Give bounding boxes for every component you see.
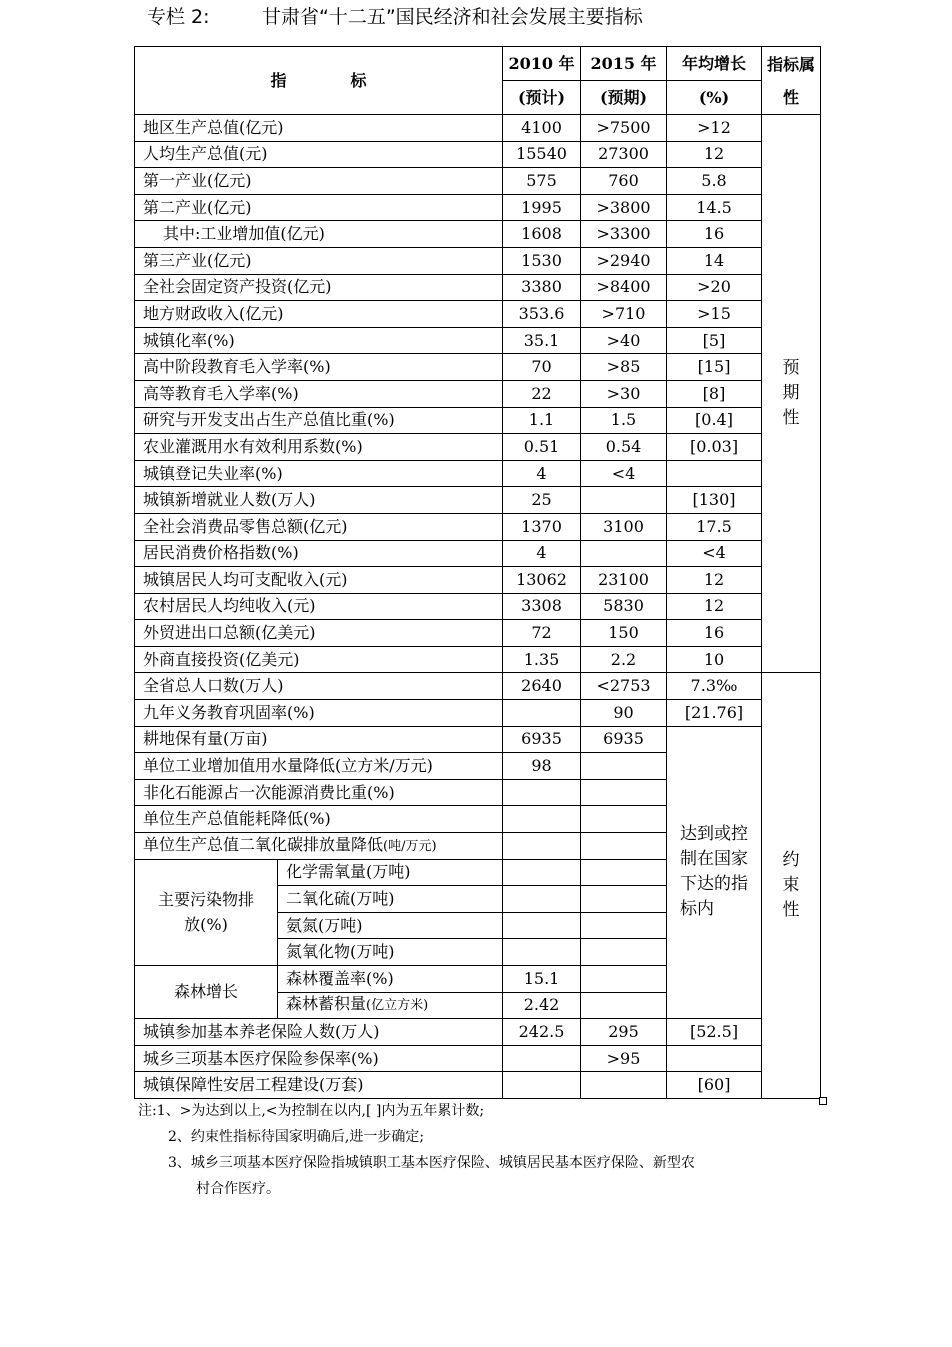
table-row — [135, 460, 821, 487]
table-row — [135, 1045, 821, 1072]
row-name: 城镇保障性安居工程建设(万套) — [135, 1072, 503, 1099]
value-2010 — [503, 859, 581, 886]
value-2010: 15540 — [503, 141, 581, 168]
row-name: 农业灌溉用水有效利用系数(%) — [135, 434, 503, 461]
row-name: 居民消费价格指数(%) — [135, 540, 503, 567]
merged-growth-cell — [667, 726, 762, 1019]
value-2010: 2640 — [503, 673, 581, 700]
header-2015: 2015 年 — [581, 47, 667, 81]
value-2015: >85 — [581, 354, 667, 381]
value-growth: <4 — [667, 540, 762, 567]
value-growth: [8] — [667, 380, 762, 407]
value-growth: [15] — [667, 354, 762, 381]
value-2010: 70 — [503, 354, 581, 381]
value-2015 — [581, 833, 667, 860]
table-row — [135, 1072, 821, 1099]
value-2010: 0.51 — [503, 434, 581, 461]
row-name: 高中阶段教育毛入学率(%) — [135, 354, 503, 381]
forest-group-label: 森林增长 — [135, 966, 278, 1019]
expected-indicators — [135, 115, 821, 673]
pollutant-group-label — [135, 859, 278, 965]
value-2015: >95 — [581, 1045, 667, 1072]
value-2010 — [503, 806, 581, 833]
value-2015: 760 — [581, 168, 667, 195]
row-name: 第三产业(亿元) — [135, 247, 503, 274]
value-2010 — [503, 1072, 581, 1099]
row-name: 农村居民人均纯收入(元) — [135, 593, 503, 620]
value-2015 — [581, 806, 667, 833]
value-2015 — [581, 779, 667, 806]
row-name: 城镇参加基本养老保险人数(万人) — [135, 1019, 503, 1046]
value-2015: 23100 — [581, 567, 667, 594]
value-growth: 14 — [667, 247, 762, 274]
row-name: 森林覆盖率(%) — [278, 966, 503, 993]
value-2015 — [581, 912, 667, 939]
row-name: 第一产业(亿元) — [135, 168, 503, 195]
table-row — [135, 567, 821, 594]
value-growth: [130] — [667, 487, 762, 514]
table-row — [135, 620, 821, 647]
value-growth: 14.5 — [667, 194, 762, 221]
value-2015 — [581, 939, 667, 966]
row-name: 城镇新增就业人数(万人) — [135, 487, 503, 514]
row-unit: (吨/万元) — [383, 838, 437, 854]
row-name — [278, 992, 503, 1019]
table-row — [135, 327, 821, 354]
value-2010: 4100 — [503, 115, 581, 142]
row-name: 第二产业(亿元) — [135, 194, 503, 221]
value-2010: 1995 — [503, 194, 581, 221]
table-row — [135, 301, 821, 328]
value-2015: >40 — [581, 327, 667, 354]
value-2010: 98 — [503, 753, 581, 780]
table-row — [135, 487, 821, 514]
row-name: 外贸进出口总额(亿美元) — [135, 620, 503, 647]
note-3: 3、城乡三项基本医疗保险指城镇职工基本医疗保险、城镇居民基本医疗保险、新型农 — [168, 1155, 695, 1171]
value-growth: 12 — [667, 141, 762, 168]
merged-growth-text: 达到或控制在国家下达的指标内 — [680, 824, 749, 920]
attr-binding-label: 约束性 — [782, 850, 800, 921]
row-name: 氮氧化物(万吨) — [278, 939, 503, 966]
table-row — [135, 380, 821, 407]
row-name: 二氧化硫(万吨) — [278, 886, 503, 913]
value-2015: >3300 — [581, 221, 667, 248]
attr-expected — [762, 115, 821, 673]
value-2015: 6935 — [581, 726, 667, 753]
row-name: 研究与开发支出占生产总值比重(%) — [135, 407, 503, 434]
row-name: 全省总人口数(万人) — [135, 673, 503, 700]
header-indicator: 指 标 — [135, 47, 503, 115]
value-2015 — [581, 886, 667, 913]
row-name-text: 森林蓄积量 — [286, 994, 367, 1014]
value-2010: 13062 — [503, 567, 581, 594]
value-growth — [667, 460, 762, 487]
value-growth: 10 — [667, 646, 762, 673]
header-2010-sub: (预计) — [503, 81, 581, 115]
value-growth: [0.4] — [667, 407, 762, 434]
value-2010 — [503, 833, 581, 860]
value-2010: 72 — [503, 620, 581, 647]
attr-expected-label: 预期性 — [782, 358, 800, 429]
value-2010: 22 — [503, 380, 581, 407]
value-growth: >15 — [667, 301, 762, 328]
value-growth — [667, 1045, 762, 1072]
value-2010 — [503, 912, 581, 939]
value-2015 — [581, 540, 667, 567]
value-2015: >7500 — [581, 115, 667, 142]
table-notes — [138, 1098, 818, 1202]
row-name: 单位生产总值能耗降低(%) — [135, 806, 503, 833]
row-name — [135, 833, 503, 860]
table-row — [135, 673, 821, 700]
table-row — [135, 168, 821, 195]
value-2015: 27300 — [581, 141, 667, 168]
value-2010: 2.42 — [503, 992, 581, 1019]
value-2010: 353.6 — [503, 301, 581, 328]
table-row — [135, 593, 821, 620]
table-row — [135, 646, 821, 673]
table-row — [135, 407, 821, 434]
value-2015: 5830 — [581, 593, 667, 620]
row-name-text: 单位生产总值二氧化碳排放量降低 — [143, 834, 384, 854]
table-caption — [147, 0, 643, 34]
value-growth: 12 — [667, 593, 762, 620]
value-2010: 1.35 — [503, 646, 581, 673]
table-row — [135, 247, 821, 274]
value-2010: 6935 — [503, 726, 581, 753]
value-growth: >20 — [667, 274, 762, 301]
value-2010: 3380 — [503, 274, 581, 301]
value-growth: [21.76] — [667, 700, 762, 727]
row-unit: (亿立方米) — [366, 998, 429, 1014]
row-name: 其中:工业增加值(亿元) — [135, 221, 503, 248]
value-growth: 5.8 — [667, 168, 762, 195]
header-attr: 指标属性 — [762, 47, 821, 115]
value-2015 — [581, 1072, 667, 1099]
value-growth: [5] — [667, 327, 762, 354]
value-growth: [60] — [667, 1072, 762, 1099]
value-2010 — [503, 886, 581, 913]
row-name: 化学需氧量(万吨) — [278, 859, 503, 886]
value-growth: [52.5] — [667, 1019, 762, 1046]
indicator-table-wrapper — [134, 46, 820, 1099]
table-row — [135, 700, 821, 727]
value-2015: 150 — [581, 620, 667, 647]
value-growth: 16 — [667, 221, 762, 248]
row-name: 城镇登记失业率(%) — [135, 460, 503, 487]
row-name: 高等教育毛入学率(%) — [135, 380, 503, 407]
table-row — [135, 115, 821, 142]
pollutant-group-text: 主要污染物排放(%) — [158, 890, 255, 935]
note-1: 注:1、>为达到以上,<为控制在以内,[ ]内为五年累计数; — [138, 1103, 485, 1119]
header-growth-sub: (%) — [667, 81, 762, 115]
row-name: 城乡三项基本医疗保险参保率(%) — [135, 1045, 503, 1072]
row-name: 城镇居民人均可支配收入(元) — [135, 567, 503, 594]
row-name: 非化石能源占一次能源消费比重(%) — [135, 779, 503, 806]
table-row — [135, 274, 821, 301]
value-2010: 4 — [503, 540, 581, 567]
value-2015 — [581, 487, 667, 514]
value-2010: 1530 — [503, 247, 581, 274]
attr-binding — [762, 673, 821, 1099]
value-2010 — [503, 779, 581, 806]
table-row — [135, 513, 821, 540]
table-row — [135, 141, 821, 168]
binding-indicators — [135, 673, 821, 1099]
value-2010: 575 — [503, 168, 581, 195]
value-2015: >30 — [581, 380, 667, 407]
row-name: 单位工业增加值用水量降低(立方米/万元) — [135, 753, 503, 780]
value-2015: <2753 — [581, 673, 667, 700]
row-name: 地区生产总值(亿元) — [135, 115, 503, 142]
value-growth: 17.5 — [667, 513, 762, 540]
value-2010: 1.1 — [503, 407, 581, 434]
row-name: 耕地保有量(万亩) — [135, 726, 503, 753]
value-2010 — [503, 1045, 581, 1072]
value-2015 — [581, 992, 667, 1019]
header-growth: 年均增长 — [667, 47, 762, 81]
value-2015: 1.5 — [581, 407, 667, 434]
row-name: 全社会消费品零售总额(亿元) — [135, 513, 503, 540]
value-2010: 4 — [503, 460, 581, 487]
value-2015: 2.2 — [581, 646, 667, 673]
table-row — [135, 194, 821, 221]
table-row — [135, 354, 821, 381]
value-2010 — [503, 700, 581, 727]
value-growth: >12 — [667, 115, 762, 142]
table-row — [135, 1019, 821, 1046]
value-2015: 3100 — [581, 513, 667, 540]
header-2010: 2010 年 — [503, 47, 581, 81]
value-2015: <4 — [581, 460, 667, 487]
value-2015: 90 — [581, 700, 667, 727]
value-growth: [0.03] — [667, 434, 762, 461]
value-2010: 242.5 — [503, 1019, 581, 1046]
value-2010: 3308 — [503, 593, 581, 620]
table-row — [135, 434, 821, 461]
value-2010: 35.1 — [503, 327, 581, 354]
value-2015 — [581, 966, 667, 993]
value-2015: 0.54 — [581, 434, 667, 461]
value-2010 — [503, 939, 581, 966]
row-name: 全社会固定资产投资(亿元) — [135, 274, 503, 301]
value-2015: 295 — [581, 1019, 667, 1046]
value-2015 — [581, 753, 667, 780]
row-name: 人均生产总值(元) — [135, 141, 503, 168]
value-2010: 1608 — [503, 221, 581, 248]
table-row — [135, 221, 821, 248]
table-row — [135, 540, 821, 567]
indicator-table — [134, 46, 821, 1099]
value-2015: >710 — [581, 301, 667, 328]
caption-title: 甘肃省“十二五”国民经济和社会发展主要指标 — [262, 6, 643, 28]
value-growth: 7.3‰ — [667, 673, 762, 700]
row-name: 九年义务教育巩固率(%) — [135, 700, 503, 727]
row-name: 外商直接投资(亿美元) — [135, 646, 503, 673]
table-resize-handle — [819, 1097, 827, 1105]
note-3-cont: 村合作医疗。 — [196, 1181, 280, 1197]
value-2010: 15.1 — [503, 966, 581, 993]
row-name: 地方财政收入(亿元) — [135, 301, 503, 328]
caption-label: 专栏 2: — [147, 6, 210, 28]
header-2015-sub: (预期) — [581, 81, 667, 115]
value-2015 — [581, 859, 667, 886]
value-2010: 1370 — [503, 513, 581, 540]
value-2010: 25 — [503, 487, 581, 514]
value-2015: >2940 — [581, 247, 667, 274]
header-row-1 — [135, 47, 821, 81]
row-name: 氨氮(万吨) — [278, 912, 503, 939]
value-growth: 12 — [667, 567, 762, 594]
table-row — [135, 726, 821, 753]
row-name: 城镇化率(%) — [135, 327, 503, 354]
value-2015: >3800 — [581, 194, 667, 221]
value-2015: >8400 — [581, 274, 667, 301]
note-2: 2、约束性指标待国家明确后,进一步确定; — [168, 1129, 425, 1145]
value-growth: 16 — [667, 620, 762, 647]
